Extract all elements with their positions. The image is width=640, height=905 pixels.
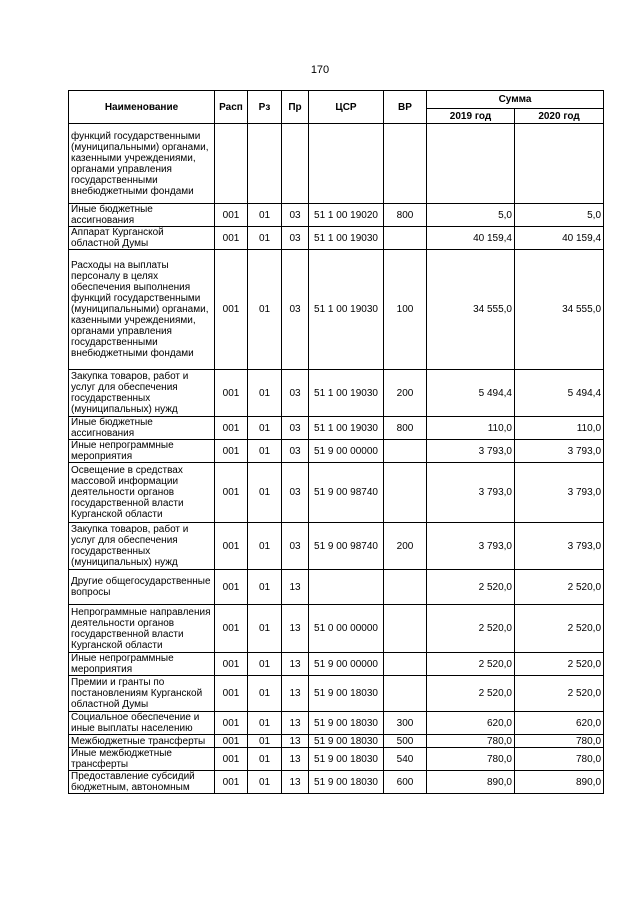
cell-vr: [384, 124, 427, 204]
table-row: [69, 440, 604, 463]
cell-rasp: 001: [215, 250, 248, 370]
table-row: [69, 748, 604, 771]
cell-name: Аппарат Курганской областной Думы: [69, 227, 215, 250]
cell-y2019: 40 159,4: [427, 227, 515, 250]
cell-y2019: 34 555,0: [427, 250, 515, 370]
table-row: [69, 227, 604, 250]
cell-rz: 01: [248, 417, 282, 440]
table-row: [69, 570, 604, 605]
table-row: [69, 204, 604, 227]
cell-pr: 03: [282, 370, 309, 417]
cell-rz: 01: [248, 676, 282, 712]
cell-name: Иные непрограммные мероприятия: [69, 440, 215, 463]
cell-name: Иные межбюджетные трансферты: [69, 748, 215, 771]
cell-y2019: 2 520,0: [427, 605, 515, 653]
header-2019: 2019 год: [427, 109, 515, 124]
cell-vr: 200: [384, 370, 427, 417]
cell-rz: 01: [248, 523, 282, 570]
cell-y2020: 3 793,0: [515, 523, 604, 570]
cell-name: Закупка товаров, работ и услуг для обеспечения государственных (муниципальных) нужд: [69, 370, 215, 417]
header-csr: ЦСР: [309, 91, 384, 124]
cell-name: Расходы на выплаты персоналу в целях обеспечения выполнения функций государственными (муниципальными) органами, казенными учреждениями, органами управления государственными внебюджетными фондами: [69, 250, 215, 370]
cell-rasp: 001: [215, 748, 248, 771]
cell-rz: 01: [248, 748, 282, 771]
cell-vr: 200: [384, 523, 427, 570]
cell-name: функций государственными (муниципальными) органами, казенными учреждениями, органами управления государственными внебюджетными фондами: [69, 124, 215, 204]
header-rasp: Расп: [215, 91, 248, 124]
cell-csr: [309, 570, 384, 605]
cell-y2020: 5 494,4: [515, 370, 604, 417]
cell-y2020: 780,0: [515, 735, 604, 748]
cell-rasp: 001: [215, 735, 248, 748]
cell-vr: [384, 227, 427, 250]
header-2020: 2020 год: [515, 109, 604, 124]
cell-y2019: 780,0: [427, 735, 515, 748]
cell-name: Другие общегосударственные вопросы: [69, 570, 215, 605]
cell-rz: 01: [248, 605, 282, 653]
cell-rasp: 001: [215, 417, 248, 440]
table-row: [69, 124, 604, 204]
cell-pr: 03: [282, 227, 309, 250]
table-row: [69, 771, 604, 794]
cell-pr: 13: [282, 570, 309, 605]
header-pr: Пр: [282, 91, 309, 124]
cell-vr: [384, 463, 427, 523]
cell-rasp: 001: [215, 676, 248, 712]
cell-y2020: 780,0: [515, 748, 604, 771]
cell-name: Межбюджетные трансферты: [69, 735, 215, 748]
cell-name: Иные бюджетные ассигнования: [69, 204, 215, 227]
cell-csr: 51 1 00 19030: [309, 417, 384, 440]
cell-vr: [384, 570, 427, 605]
cell-y2019: 2 520,0: [427, 570, 515, 605]
cell-rasp: 001: [215, 771, 248, 794]
cell-rz: 01: [248, 227, 282, 250]
cell-rasp: 001: [215, 570, 248, 605]
cell-y2019: 620,0: [427, 712, 515, 735]
cell-y2019: 3 793,0: [427, 440, 515, 463]
cell-name: Иные бюджетные ассигнования: [69, 417, 215, 440]
cell-y2020: [515, 124, 604, 204]
cell-pr: 03: [282, 523, 309, 570]
cell-vr: 800: [384, 417, 427, 440]
cell-y2020: 110,0: [515, 417, 604, 440]
cell-rasp: 001: [215, 605, 248, 653]
cell-y2020: 5,0: [515, 204, 604, 227]
cell-y2020: 40 159,4: [515, 227, 604, 250]
cell-vr: [384, 605, 427, 653]
cell-csr: 51 9 00 18030: [309, 748, 384, 771]
cell-rz: [248, 124, 282, 204]
cell-vr: 600: [384, 771, 427, 794]
cell-y2019: 2 520,0: [427, 676, 515, 712]
header-sum: Сумма: [427, 91, 604, 109]
cell-y2020: 2 520,0: [515, 605, 604, 653]
cell-pr: 13: [282, 748, 309, 771]
cell-rz: 01: [248, 771, 282, 794]
budget-table: [68, 90, 604, 794]
cell-rasp: 001: [215, 440, 248, 463]
cell-y2019: 5 494,4: [427, 370, 515, 417]
table-row: [69, 676, 604, 712]
cell-y2019: 3 793,0: [427, 463, 515, 523]
table-body: [69, 124, 604, 794]
cell-y2020: 34 555,0: [515, 250, 604, 370]
cell-pr: 03: [282, 440, 309, 463]
cell-y2020: 3 793,0: [515, 463, 604, 523]
cell-rasp: [215, 124, 248, 204]
cell-pr: 13: [282, 605, 309, 653]
page-number: 170: [310, 64, 330, 76]
table-row: [69, 653, 604, 676]
cell-name: Предоставление субсидий бюджетным, автономным: [69, 771, 215, 794]
cell-pr: 03: [282, 417, 309, 440]
cell-vr: [384, 440, 427, 463]
cell-csr: 51 0 00 00000: [309, 605, 384, 653]
table-row: [69, 735, 604, 748]
cell-rasp: 001: [215, 370, 248, 417]
header-vr: ВР: [384, 91, 427, 124]
cell-rz: 01: [248, 570, 282, 605]
cell-csr: 51 9 00 18030: [309, 735, 384, 748]
cell-name: Иные непрограммные мероприятия: [69, 653, 215, 676]
cell-rasp: 001: [215, 712, 248, 735]
cell-rz: 01: [248, 463, 282, 523]
cell-pr: 13: [282, 735, 309, 748]
cell-pr: 13: [282, 653, 309, 676]
table-row: [69, 250, 604, 370]
cell-rz: 01: [248, 712, 282, 735]
cell-pr: [282, 124, 309, 204]
table-row: [69, 712, 604, 735]
cell-vr: [384, 676, 427, 712]
cell-y2019: 780,0: [427, 748, 515, 771]
cell-csr: 51 1 00 19030: [309, 370, 384, 417]
cell-pr: 03: [282, 250, 309, 370]
cell-y2019: 5,0: [427, 204, 515, 227]
cell-pr: 13: [282, 676, 309, 712]
cell-vr: 100: [384, 250, 427, 370]
cell-rasp: 001: [215, 227, 248, 250]
cell-csr: 51 9 00 18030: [309, 771, 384, 794]
cell-rz: 01: [248, 370, 282, 417]
cell-y2020: 890,0: [515, 771, 604, 794]
cell-vr: [384, 653, 427, 676]
cell-rz: 01: [248, 204, 282, 227]
cell-csr: 51 9 00 18030: [309, 712, 384, 735]
cell-vr: 500: [384, 735, 427, 748]
cell-y2020: 620,0: [515, 712, 604, 735]
cell-csr: 51 1 00 19020: [309, 204, 384, 227]
cell-name: Социальное обеспечение и иные выплаты населению: [69, 712, 215, 735]
cell-csr: 51 9 00 00000: [309, 440, 384, 463]
cell-name: Премии и гранты по постановлениям Курганской областной Думы: [69, 676, 215, 712]
table-row: [69, 417, 604, 440]
cell-rasp: 001: [215, 204, 248, 227]
cell-csr: 51 1 00 19030: [309, 227, 384, 250]
cell-rasp: 001: [215, 653, 248, 676]
cell-vr: 540: [384, 748, 427, 771]
cell-pr: 13: [282, 771, 309, 794]
cell-y2019: 110,0: [427, 417, 515, 440]
cell-y2020: 2 520,0: [515, 676, 604, 712]
cell-rasp: 001: [215, 463, 248, 523]
cell-pr: 13: [282, 712, 309, 735]
cell-y2019: [427, 124, 515, 204]
table-row: [69, 523, 604, 570]
cell-rz: 01: [248, 250, 282, 370]
cell-rz: 01: [248, 653, 282, 676]
header-name: Наименование: [69, 91, 215, 124]
cell-pr: 03: [282, 463, 309, 523]
cell-csr: 51 9 00 00000: [309, 653, 384, 676]
cell-vr: 300: [384, 712, 427, 735]
cell-y2019: 2 520,0: [427, 653, 515, 676]
cell-y2020: 3 793,0: [515, 440, 604, 463]
table-row: [69, 463, 604, 523]
cell-pr: 03: [282, 204, 309, 227]
cell-rz: 01: [248, 735, 282, 748]
cell-y2019: 3 793,0: [427, 523, 515, 570]
cell-y2019: 890,0: [427, 771, 515, 794]
cell-rasp: 001: [215, 523, 248, 570]
cell-y2020: 2 520,0: [515, 653, 604, 676]
cell-name: Освещение в средствах массовой информации деятельности органов государственной власти Курганской области: [69, 463, 215, 523]
table-row: [69, 370, 604, 417]
cell-csr: 51 1 00 19030: [309, 250, 384, 370]
cell-name: Непрограммные направления деятельности органов государственной власти Курганской области: [69, 605, 215, 653]
cell-csr: 51 9 00 18030: [309, 676, 384, 712]
cell-y2020: 2 520,0: [515, 570, 604, 605]
cell-csr: 51 9 00 98740: [309, 463, 384, 523]
cell-name: Закупка товаров, работ и услуг для обеспечения государственных (муниципальных) нужд: [69, 523, 215, 570]
cell-csr: 51 9 00 98740: [309, 523, 384, 570]
table-row: [69, 605, 604, 653]
cell-vr: 800: [384, 204, 427, 227]
header-rz: Рз: [248, 91, 282, 124]
cell-csr: [309, 124, 384, 204]
cell-rz: 01: [248, 440, 282, 463]
